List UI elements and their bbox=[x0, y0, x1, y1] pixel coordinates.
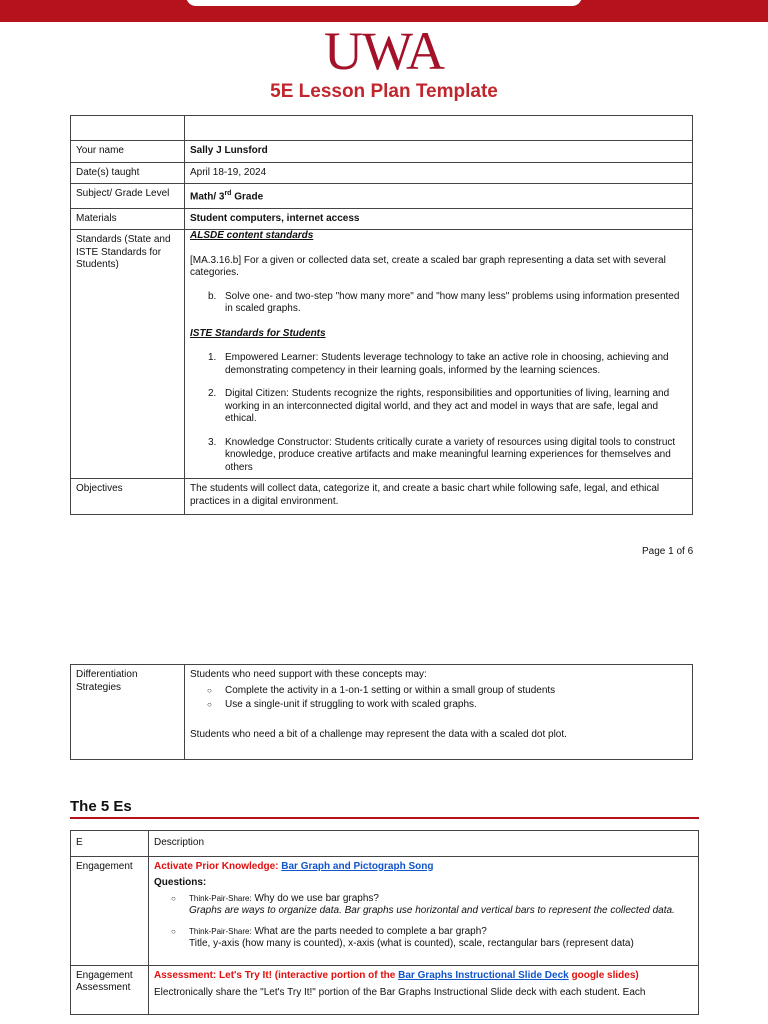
assessment-label: Assessment: Let's Try It! (interactive portion of the bbox=[154, 969, 396, 981]
section-divider bbox=[70, 817, 699, 819]
bullet-icon: ○ bbox=[207, 685, 212, 695]
table-row bbox=[71, 856, 699, 965]
table-row bbox=[71, 208, 693, 230]
table-row bbox=[71, 831, 699, 857]
top-brand-band bbox=[0, 0, 768, 22]
table-row bbox=[71, 230, 693, 479]
bullet-icon: ○ bbox=[171, 926, 176, 936]
iste-item bbox=[208, 352, 687, 377]
list-item-text: Complete the activity in a 1-on-1 setting or within a small group of students bbox=[225, 684, 556, 696]
engagement-assessment-cell bbox=[149, 965, 699, 1014]
iste-item-text: Knowledge Constructor: Students critically curate a variety of resources using digital tools to construct knowledge, produce creative artifacts and make meaningful learning experiences for themselves and others bbox=[225, 436, 676, 473]
column-header-e: E bbox=[71, 831, 149, 857]
uwa-logo bbox=[0, 21, 768, 81]
table-row bbox=[71, 184, 693, 209]
iste-item-text: Digital Citizen: Students recognize the rights, responsibilities and opportunities of living, learning and working in an interconnected digital world, and they act and model in ways that are safe, legal and ethical. bbox=[225, 388, 670, 425]
question-answer: Title, y-axis (how many is counted), x-axis (what is counted), scale, rectangular bars (represent data) bbox=[189, 938, 634, 949]
question-prefix: Think-Pair-Share: bbox=[189, 926, 252, 936]
column-header-description: Description bbox=[149, 831, 699, 857]
differentiation-cell bbox=[185, 665, 693, 760]
subject-value-suffix: Grade bbox=[231, 191, 264, 203]
engagement-activity-label: Activate Prior Knowledge: bbox=[154, 860, 279, 872]
differentiation-intro: Students who need support with these concepts may: bbox=[190, 669, 427, 680]
subject-value bbox=[185, 184, 693, 209]
iste-heading: ISTE Standards for Students bbox=[190, 327, 326, 339]
list-item bbox=[171, 893, 693, 918]
list-item-text: Use a single-unit if struggling to work with scaled graphs. bbox=[225, 699, 477, 710]
question-answer: Graphs are ways to organize data. Bar graphs use horizontal and vertical bars to represent the collected data. bbox=[189, 905, 675, 916]
name-label: Your name bbox=[71, 141, 185, 163]
alsde-sub-item bbox=[208, 291, 687, 316]
table-row bbox=[71, 162, 693, 184]
iste-item-text: Empowered Learner: Students leverage technology to take an active role in choosing, achieving and demonstrating competency in their learning goals, informed by the learning sciences. bbox=[225, 352, 669, 376]
differentiation-table bbox=[70, 664, 693, 760]
standards-cell bbox=[185, 230, 693, 479]
materials-label: Materials bbox=[71, 208, 185, 230]
list-marker: b. bbox=[208, 290, 217, 302]
list-item bbox=[171, 926, 693, 951]
engagement-assessment-label: Engagement Assessment bbox=[71, 965, 149, 1014]
list-item bbox=[207, 685, 687, 698]
questions-label: Questions: bbox=[154, 877, 207, 888]
objectives-label: Objectives bbox=[71, 479, 185, 515]
song-link[interactable]: Bar Graph and Pictograph Song bbox=[281, 860, 434, 872]
five-es-heading: The 5 Es bbox=[70, 798, 132, 815]
iste-item bbox=[208, 388, 687, 426]
objectives-value: The students will collect data, categorize it, and create a basic chart while following safe, legal, and ethical practices in a digital environment. bbox=[185, 479, 693, 515]
top-band-tab bbox=[186, 0, 582, 6]
alsde-text: [MA.3.16.b] For a given or collected data set, create a scaled bar graph representing a data set with several categories. bbox=[190, 254, 666, 279]
logo-text: UWA bbox=[324, 21, 444, 81]
list-marker: 2. bbox=[208, 388, 217, 400]
question-text: What are the parts needed to complete a bar graph? bbox=[254, 925, 487, 937]
standards-label: Standards (State and ISTE Standards for Students) bbox=[71, 230, 185, 479]
list-marker: 1. bbox=[208, 352, 217, 364]
subject-value-main: Math/ 3 bbox=[190, 191, 225, 203]
lesson-info-table bbox=[70, 115, 693, 515]
iste-item bbox=[208, 437, 687, 475]
assessment-text: Electronically share the "Let's Try It!" portion of the Bar Graphs Instructional Slide deck with each student. Each bbox=[154, 987, 646, 998]
alsde-heading: ALSDE content standards bbox=[190, 230, 314, 242]
differentiation-label: Differentiation Strategies bbox=[71, 665, 185, 760]
alsde-sub-text: Solve one- and two-step "how many more" and "how many less" problems using information presented in scaled graphs. bbox=[225, 290, 680, 315]
materials-value: Student computers, internet access bbox=[185, 208, 693, 230]
subject-label: Subject/ Grade Level bbox=[71, 184, 185, 209]
document-title: 5E Lesson Plan Template bbox=[270, 81, 498, 102]
dates-value: April 18-19, 2024 bbox=[185, 162, 693, 184]
engagement-cell bbox=[149, 856, 699, 965]
list-marker: 3. bbox=[208, 436, 217, 448]
subject-value-sup: rd bbox=[224, 190, 232, 197]
question-prefix: Think-Pair-Share: bbox=[189, 893, 252, 903]
table-row bbox=[71, 479, 693, 515]
bullet-icon: ○ bbox=[171, 893, 176, 903]
differentiation-challenge: Students who need a bit of a challenge may represent the data with a scaled dot plot. bbox=[190, 728, 567, 740]
assessment-suffix: google slides) bbox=[571, 969, 639, 981]
slide-deck-link[interactable]: Bar Graphs Instructional Slide Deck bbox=[398, 969, 569, 981]
table-row bbox=[71, 965, 699, 1014]
page-number: Page 1 of 6 bbox=[642, 546, 694, 557]
engagement-label: Engagement bbox=[71, 856, 149, 965]
table-row bbox=[71, 141, 693, 163]
name-value: Sally J Lunsford bbox=[185, 141, 693, 163]
table-row bbox=[71, 116, 693, 141]
question-text: Why do we use bar graphs? bbox=[254, 892, 379, 904]
list-item bbox=[207, 699, 687, 712]
bullet-icon: ○ bbox=[207, 700, 212, 709]
table-row bbox=[71, 665, 693, 760]
dates-label: Date(s) taught bbox=[71, 162, 185, 184]
five-es-table bbox=[70, 830, 699, 1015]
